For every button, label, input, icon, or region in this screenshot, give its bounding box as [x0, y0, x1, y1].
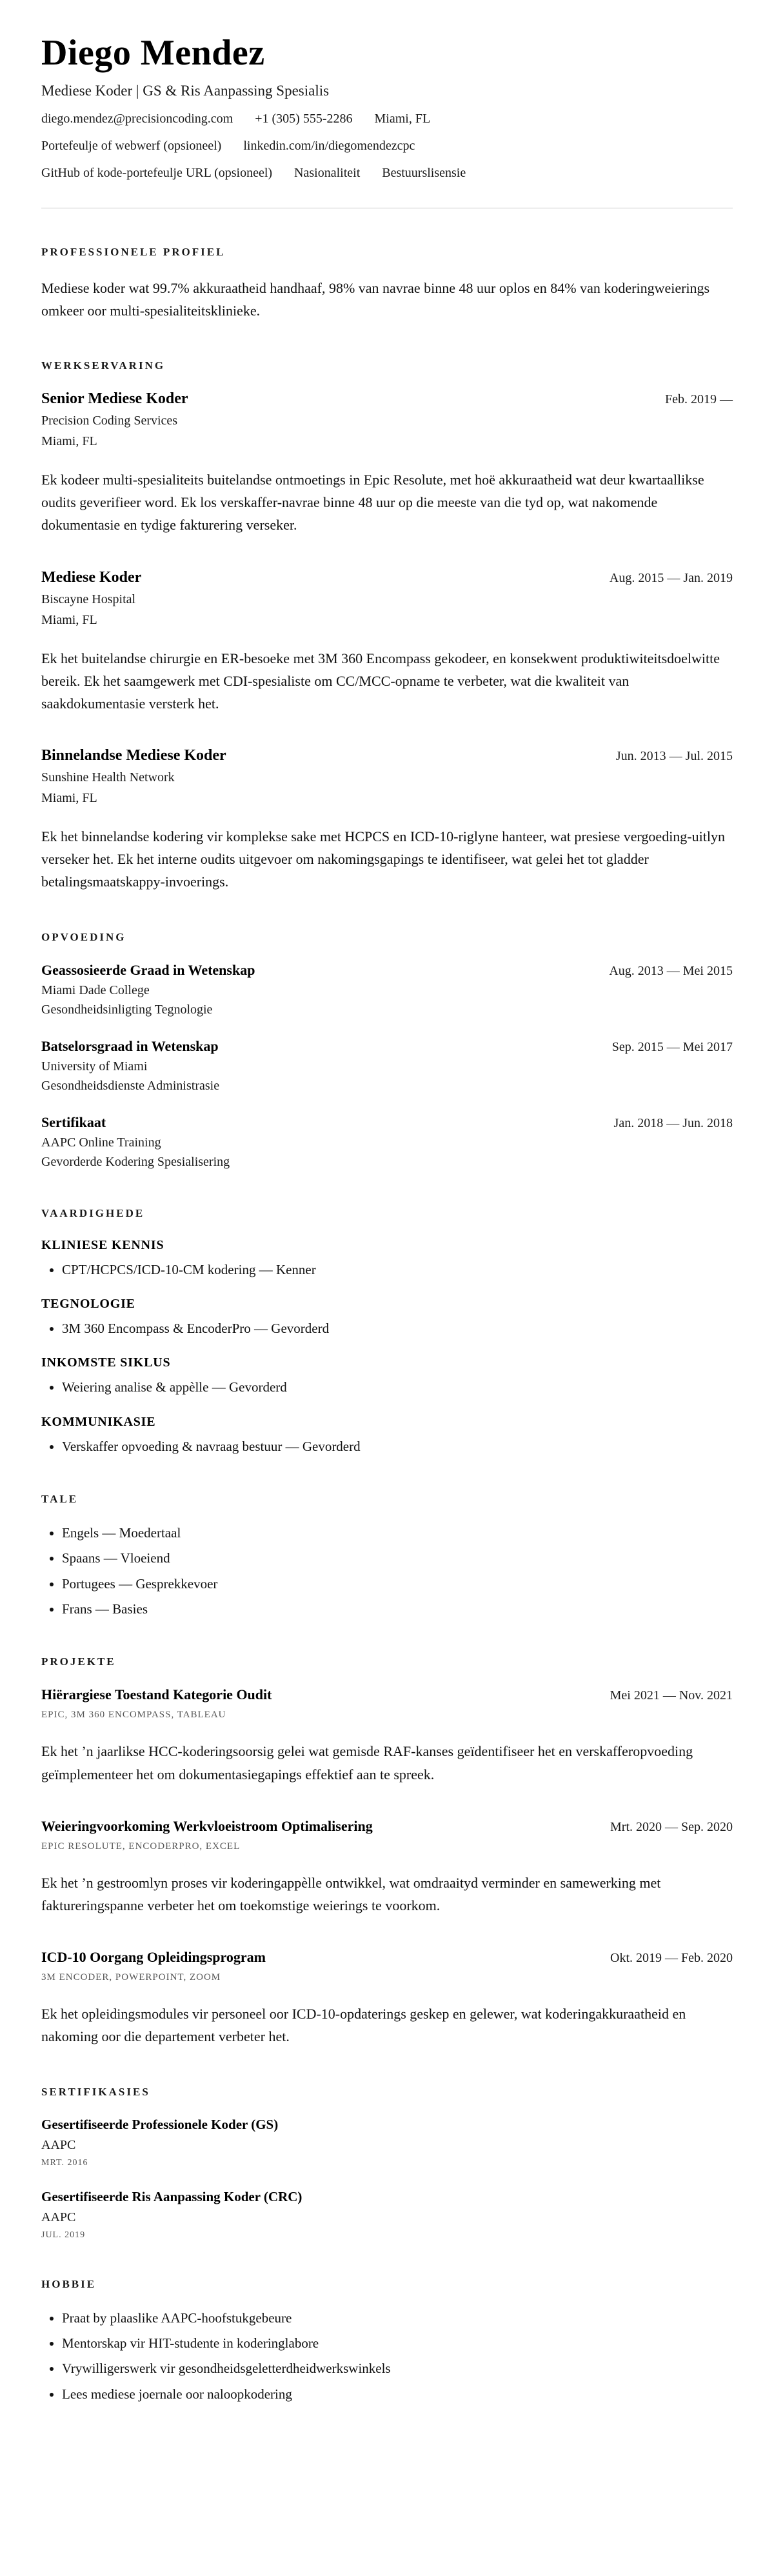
- certifications-heading: SERTIFIKASIES: [41, 2085, 150, 2098]
- field-of-study: Gesondheidsinligting Tegnologie: [41, 1002, 213, 1017]
- skill-group-title: KOMMUNIKASIE: [41, 1414, 156, 1429]
- job-location: Miami, FL: [41, 612, 97, 627]
- certification-date: MRT. 2016: [41, 2157, 88, 2168]
- job-location: Miami, FL: [41, 434, 97, 448]
- certification-org: AAPC: [41, 2210, 76, 2224]
- education-entry-head: [41, 1114, 733, 1131]
- skill-list: [41, 1437, 733, 1455]
- job-title: Mediese Koder: [41, 568, 142, 586]
- project-entry: [41, 1686, 733, 1785]
- profile-text: Mediese koder wat 99.7% akkuraatheid handhaaf, 98% van navrae binne 48 uur oplos en 84% van koderingweierings omkeer oor multi-spesialiteitsklinieke.: [41, 279, 710, 319]
- skill-group-title: TEGNOLOGIE: [41, 1297, 135, 1311]
- skill-item: • CPT/HCPCS/ICD-10-CM kodering — Kenner: [62, 1261, 733, 1279]
- education-entry-head: [41, 962, 733, 979]
- school-name: AAPC Online Training: [41, 1135, 161, 1150]
- contact-row-2: [41, 139, 733, 154]
- portfolio-text: Portefeulje of webwerf (opsioneel): [41, 138, 222, 153]
- job-title: Senior Mediese Koder: [41, 390, 188, 407]
- languages-heading: TALE: [41, 1493, 79, 1506]
- project-title: ICD-10 Oorgang Opleidingsprogram: [41, 1949, 266, 1966]
- section-work: [41, 359, 733, 894]
- work-entry-head: [41, 569, 733, 586]
- project-title: Hiërargiese Toestand Kategorie Oudit: [41, 1686, 272, 1703]
- skill-item: • Weiering analise & appèlle — Gevorderd: [62, 1378, 733, 1396]
- phone-text: +1 (305) 555-2286: [255, 111, 353, 126]
- skill-group: [41, 1238, 733, 1279]
- section-languages: [41, 1493, 733, 1618]
- job-description: Ek het buitelandse chirurgie en ER-besoeke met 3M 360 Encompass gekodeer, en konsekwent produktiwiteitsdoelwitte bereik. Ek het saamgewerk met CDI-spesialiste om CC/MCC-opname te verbeter, wat die kwaliteit van saakdokumentasie versterk het.: [41, 650, 720, 712]
- degree-title: Sertifikaat: [41, 1113, 106, 1130]
- education-entry: [41, 1114, 733, 1170]
- education-entry-head: [41, 1038, 733, 1055]
- education-heading: OPVOEDING: [41, 930, 126, 943]
- nationality-text: Nasionaliteit: [294, 165, 361, 180]
- section-profile: [41, 246, 733, 322]
- certification-org: AAPC: [41, 2137, 76, 2152]
- education-entry: [41, 962, 733, 1017]
- skill-list: [41, 1378, 733, 1396]
- skill-item: • Verskaffer opvoeding & navraag bestuur — Gevorderd: [62, 1437, 733, 1455]
- language-item: • Spaans — Vloeiend: [62, 1549, 733, 1567]
- project-entry: [41, 1949, 733, 2048]
- contact-row-1: [41, 112, 733, 126]
- project-tools: EPIC RESOLUTE, ENCODERPRO, EXCEL: [41, 1841, 241, 1852]
- work-entry: [41, 747, 733, 894]
- candidate-title: Mediese Koder | GS & Ris Aanpassing Spesialis: [41, 82, 330, 99]
- project-entry-head: [41, 1949, 733, 1966]
- job-description: Ek kodeer multi-spesialiteits buitelandse ontmoetings in Epic Resolute, met hoë akkuraatheid wat deur kwartaallikse oudits geverifieer word. Ek los verskaffer-navrae binne 48 uur op die meeste van die tyd op, wat nakomende dokumentasie en tydige fakturering verseker.: [41, 471, 704, 534]
- work-entry: [41, 390, 733, 537]
- school-name: University of Miami: [41, 1059, 148, 1073]
- hobbies-heading: HOBBIE: [41, 2277, 97, 2290]
- job-dates: Aug. 2015 — Jan. 2019: [609, 570, 733, 585]
- certification-title: Gesertifiseerde Ris Aanpassing Koder (CRC): [41, 2188, 303, 2204]
- work-entry: [41, 569, 733, 715]
- project-entry: [41, 1818, 733, 1917]
- company-name: Sunshine Health Network: [41, 770, 175, 785]
- skill-list: [41, 1319, 733, 1337]
- certification-entry: [41, 2117, 733, 2168]
- job-location: Miami, FL: [41, 791, 97, 806]
- language-item: • Engels — Moedertaal: [62, 1524, 733, 1542]
- section-hobbies: [41, 2278, 733, 2403]
- work-entry-head: [41, 390, 733, 408]
- project-description: Ek het ’n gestroomlyn proses vir koderingappèlle ontwikkel, wat omdraaityd verminder en samewerking met faktureringspanne verbeter het om toekomstige weierings te voorkom.: [41, 1874, 661, 1913]
- email-text: diego.mendez@precisioncoding.com: [41, 111, 233, 126]
- candidate-name: Diego Mendez: [41, 33, 265, 73]
- section-certifications: [41, 2086, 733, 2241]
- education-dates: Jan. 2018 — Jun. 2018: [613, 1115, 733, 1130]
- linkedin-text: linkedin.com/in/diegomendezcpc: [243, 138, 415, 153]
- field-of-study: Gesondheidsdienste Administrasie: [41, 1078, 220, 1093]
- section-skills: [41, 1207, 733, 1455]
- company-name: Precision Coding Services: [41, 413, 178, 428]
- license-text: Bestuurslisensie: [382, 165, 466, 180]
- job-dates: Jun. 2013 — Jul. 2015: [615, 749, 733, 764]
- certification-date: JUL. 2019: [41, 2230, 86, 2240]
- job-title: Binnelandse Mediese Koder: [41, 747, 226, 764]
- skill-group: [41, 1415, 733, 1455]
- hobby-item: • Lees mediese joernale oor naloopkodering: [62, 2385, 733, 2403]
- hobby-list: [41, 2309, 733, 2403]
- education-entry: [41, 1038, 733, 1093]
- degree-title: Geassosieerde Graad in Wetenskap: [41, 961, 255, 978]
- project-tools: EPIC, 3M 360 ENCOMPASS, TABLEAU: [41, 1710, 226, 1721]
- education-dates: Aug. 2013 — Mei 2015: [609, 963, 733, 978]
- github-text: GitHub of kode-portefeulje URL (opsioneel): [41, 165, 273, 180]
- hobby-item: • Praat by plaaslike AAPC-hoofstukgebeure: [62, 2309, 733, 2327]
- hobby-item: • Vrywilligerswerk vir gesondheidsgeletterdheidwerkswinkels: [62, 2359, 733, 2377]
- skill-group-title: KLINIESE KENNIS: [41, 1237, 164, 1252]
- work-entry-head: [41, 747, 733, 764]
- degree-title: Batselorsgraad in Wetenskap: [41, 1037, 219, 1054]
- location-text: Miami, FL: [374, 111, 431, 126]
- language-item: • Frans — Basies: [62, 1600, 733, 1618]
- project-description: Ek het opleidingsmodules vir personeel oor ICD-10-opdaterings geskep en gelewer, wat koderingakkuraatheid en nakoming oor die departement verbeter het.: [41, 2006, 686, 2045]
- projects-heading: PROJEKTE: [41, 1655, 116, 1668]
- job-description: Ek het binnelandse kodering vir komplekse sake met HCPCS en ICD-10-riglyne hanteer, wat presiese vergoeding-uitlyn verseker het. Ek het interne oudits uitgevoer om nakomingsgapings te identifiseer, wat gelei het tot gladder betalingsmaatskappy-invoerings.: [41, 828, 725, 890]
- project-entry-head: [41, 1686, 733, 1703]
- skill-item: • 3M 360 Encompass & EncoderPro — Gevorderd: [62, 1319, 733, 1337]
- hobby-item: • Mentorskap vir HIT-studente in koderinglabore: [62, 2334, 733, 2352]
- project-dates: Mrt. 2020 — Sep. 2020: [610, 1819, 733, 1834]
- work-heading: WERKSERVARING: [41, 359, 166, 372]
- section-projects: [41, 1655, 733, 2048]
- education-dates: Sep. 2015 — Mei 2017: [611, 1039, 733, 1054]
- skill-group: [41, 1355, 733, 1396]
- project-tools: 3M ENCODER, POWERPOINT, ZOOM: [41, 1972, 221, 1983]
- field-of-study: Gevorderde Kodering Spesialisering: [41, 1154, 230, 1169]
- skill-group: [41, 1297, 733, 1337]
- school-name: Miami Dade College: [41, 983, 150, 997]
- section-education: [41, 931, 733, 1170]
- skills-heading: VAARDIGHEDE: [41, 1206, 145, 1219]
- language-list: [41, 1524, 733, 1618]
- project-title: Weieringvoorkoming Werkvloeistroom Optimalisering: [41, 1817, 373, 1834]
- skill-group-title: INKOMSTE SIKLUS: [41, 1355, 171, 1370]
- certification-title: Gesertifiseerde Professionele Koder (GS): [41, 2116, 279, 2132]
- job-dates: Feb. 2019 —: [665, 392, 733, 406]
- profile-heading: PROFESSIONELE PROFIEL: [41, 245, 226, 258]
- contact-row-3: [41, 166, 733, 181]
- skill-list: [41, 1261, 733, 1279]
- project-description: Ek het ’n jaarlikse HCC-koderingsoorsig gelei wat gemisde RAF-kanses geïdentifiseer het en verskafferopvoeding geïmplementeer het om dokumentasiegapings effektief aan te spreek.: [41, 1743, 693, 1782]
- company-name: Biscayne Hospital: [41, 592, 136, 606]
- header: [41, 34, 733, 181]
- project-dates: Okt. 2019 — Feb. 2020: [610, 1951, 733, 1966]
- certification-entry: [41, 2189, 733, 2241]
- language-item: • Portugees — Gesprekkevoer: [62, 1575, 733, 1593]
- project-entry-head: [41, 1818, 733, 1835]
- project-dates: Mei 2021 — Nov. 2021: [610, 1688, 733, 1703]
